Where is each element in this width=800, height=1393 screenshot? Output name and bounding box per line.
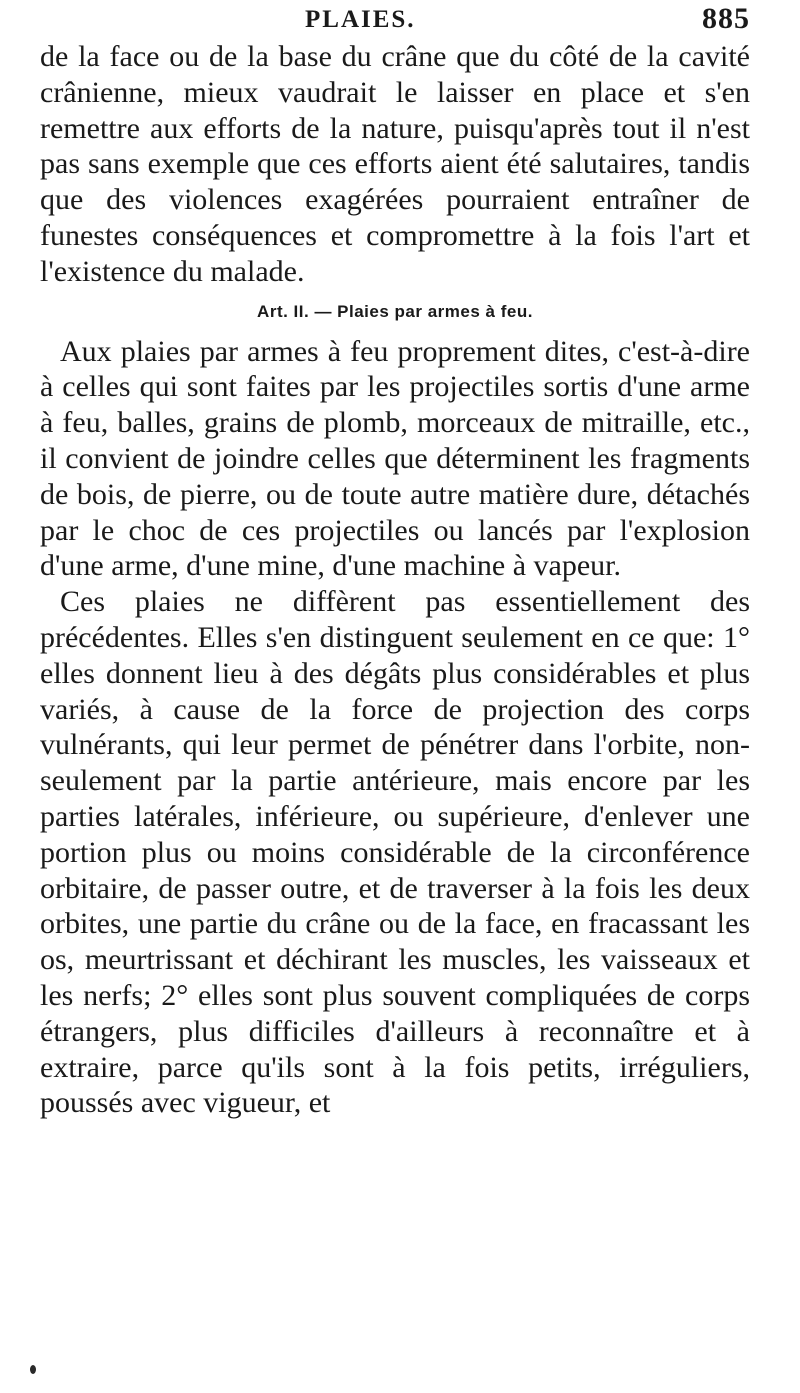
section-heading: Art. II. — Plaies par armes à feu.: [257, 301, 533, 321]
page-header: [40, 2, 750, 38]
paragraph-firearm-wounds: Aux plaies par armes à feu proprement dites, c'est-à-dire à celles qui sont faites par les projectiles sortis d'une arme à feu, balles, grains de plomb, morceaux de mitraille, etc., il convient de joindre celles que déterminent les fragments de bois, de pierre, ou de toute autre matière dure, détachés par le choc de ces projectiles ou lancés par l'explosion d'une arme, d'une mine, d'une machine à vapeur.: [40, 334, 750, 583]
running-title: PLAIES.: [305, 6, 416, 33]
page-number: 885: [702, 2, 750, 35]
ink-dot: [30, 1365, 36, 1374]
paragraph-differences: Ces plaies ne diffèrent pas essentiellement des précédentes. Elles s'en distinguent seulement en ce que: 1° elles donnent lieu à des dégâts plus considérables et plus variés, à cause de la force de projection des corps vulnérants, qui leur permet de pénétrer dans l'orbite, non-seulement par la partie antérieure, mais encore par les parties latérales, inférieure, ou supérieure, d'enlever une portion plus ou moins considérable de la circonférence orbitaire, de passer outre, et de traverser à la fois les deux orbites, une partie du crâne ou de la face, en fracassant les os, meurtrissant et déchirant les muscles, les vaisseaux et les nerfs; 2° elles sont plus souvent compliquées de corps étrangers, plus difficiles d'ailleurs à reconnaître et à extraire, parce qu'ils sont à la fois petits, irréguliers, poussés avec vigueur, et: [40, 585, 750, 1120]
body-text: [40, 39, 750, 1121]
paragraph-continuation: de la face ou de la base du crâne que du côté de la cavité crânienne, mieux vaudrait le laisser en place et s'en remettre aux efforts de la nature, puisqu'après tout il n'est pas sans exemple que ces efforts aient été salutaires, tandis que des violences exagérées pourraient entraîner de funestes conséquences et compromettre à la fois l'art et l'existence du malade.: [40, 40, 750, 288]
